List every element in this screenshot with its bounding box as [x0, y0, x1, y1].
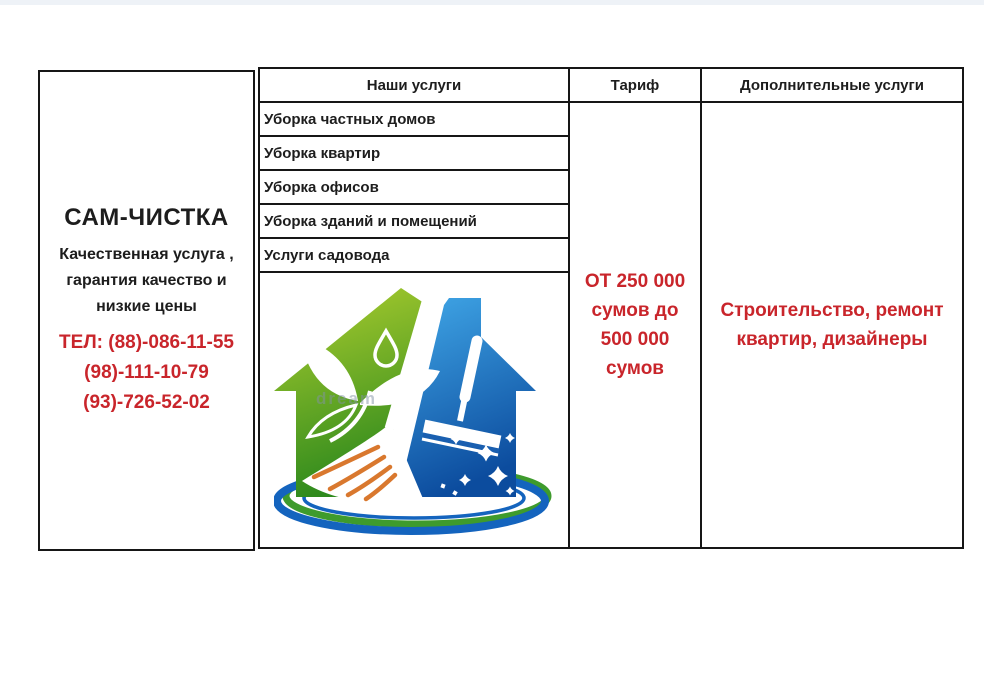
services-table [258, 67, 964, 549]
service-row: Уборка частных домов [260, 103, 570, 137]
tariff-line: сумов [606, 358, 664, 379]
company-tagline-line: Качественная услуга , [59, 245, 234, 263]
service-row: Уборка офисов [260, 171, 570, 205]
service-row: Уборка зданий и помещений [260, 205, 570, 239]
additional-services-cell [702, 103, 962, 547]
logo-cell [260, 273, 570, 547]
table-header-tariff: Тариф [570, 69, 702, 103]
table-header-services: Наши услуги [260, 69, 570, 103]
tariff-line: сумов до [591, 300, 679, 321]
page-top-edge [0, 0, 984, 5]
service-row: Уборка квартир [260, 137, 570, 171]
tariff-line: ОТ 250 000 [584, 271, 686, 292]
company-name: САМ-ЧИСТКА [64, 203, 229, 231]
phone-number: (98)-111-10-79 [84, 361, 209, 383]
phone-number: (93)-726-52-02 [83, 391, 210, 413]
phone-block [59, 328, 234, 418]
company-tagline-line: низкие цены [96, 297, 197, 315]
service-row: Услуги садовода [260, 239, 570, 273]
tariff-cell [570, 103, 702, 547]
tariff-line: 500 000 [600, 329, 670, 350]
company-logo [274, 279, 554, 541]
additional-services-text: Строительство, ремонт квартир, дизайнеры [720, 300, 944, 350]
table-header-additional: Дополнительные услуги [702, 69, 962, 103]
cleaning-house-logo [274, 279, 554, 541]
company-info-box [38, 70, 255, 551]
stock-watermark: dream [316, 389, 378, 408]
company-tagline-line: гарантия качество и [66, 271, 227, 289]
phone-number: ТЕЛ: (88)-086-11-55 [59, 331, 234, 353]
